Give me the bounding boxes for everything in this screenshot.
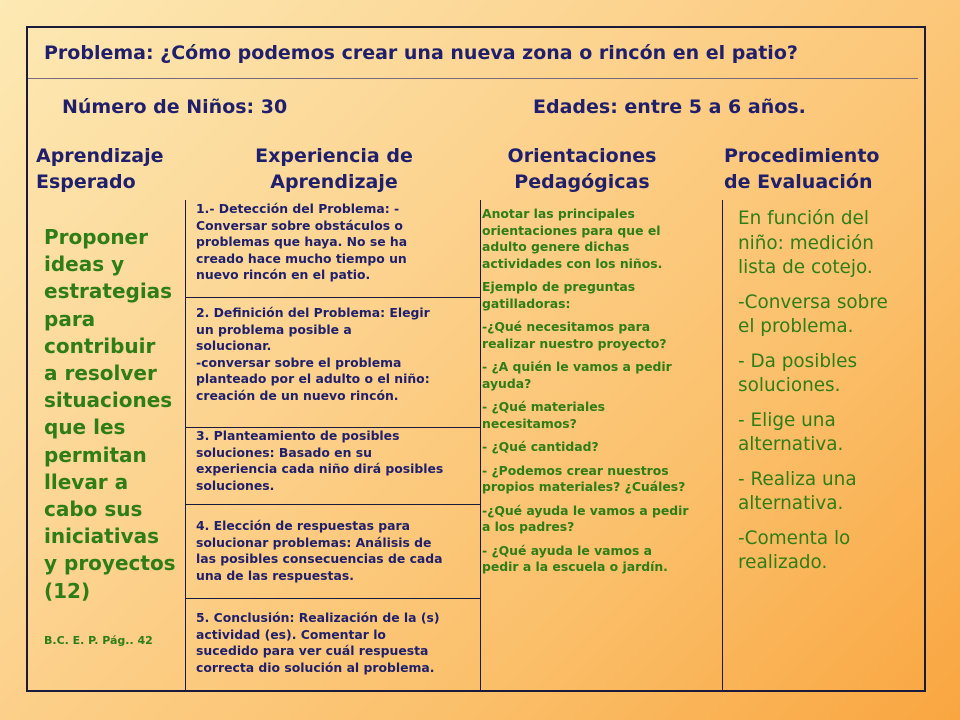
experience-step-2 [196,305,480,404]
learning-line: a resolver [44,361,157,386]
learning-line: y proyectos [44,551,176,576]
evaluation-line: alternativa. [738,434,844,455]
learning-line: situaciones [44,388,173,413]
row-divider [185,297,480,298]
guidance-line: Ejemplo de preguntas [482,279,636,294]
step-line: problemas que haya. No se ha [196,234,408,249]
experience-step-1 [196,201,480,284]
guidance-question [482,503,720,536]
guidance-line: ayuda? [482,375,532,391]
evaluation-procedure [738,207,923,586]
guidance-line: - ¿Qué ayuda le vamos a [482,542,653,558]
step-line: Conversar sobre obstáculos o [196,217,403,233]
evaluation-line: - Da posibles [738,350,858,372]
guidance-line: a los padres? [482,519,575,534]
evaluation-item [738,409,923,458]
evaluation-line: En función del [738,208,869,229]
learning-line: llevar a [44,469,129,494]
guidance-line: pedir a la escuela o jardín. [482,559,668,574]
column-header-experience [186,143,482,195]
evaluation-line: niño: medición [738,232,874,254]
pedagogical-guidance [482,206,720,583]
learning-line: Proponer [44,225,148,249]
header-line: Pedagógicas [514,171,650,193]
step-line: 2. Definición del Problema: Elegir [196,305,430,320]
learning-objective [44,224,184,605]
learning-line: iniciativas [44,524,160,549]
column-divider [722,200,723,692]
learning-line: que les [44,415,126,440]
header-line: Orientaciones [507,145,657,167]
guidance-question [482,463,720,496]
evaluation-line: - Realiza una [738,468,857,490]
row-divider [185,504,480,505]
experience-step-3 [196,428,480,494]
step-line: planteado por el adulto o el niño: [196,371,430,386]
guidance-question [482,543,720,576]
guidance-line: propios materiales? ¿Cuáles? [482,479,686,494]
guidance-question [482,439,720,456]
experience-step-4 [196,518,480,584]
header-divider [28,78,918,79]
step-line: 1.- Detección del Problema: - [196,201,400,216]
step-line: actividad (es). Comentar lo [196,626,386,642]
column-divider [185,200,186,692]
experience-step-5 [196,610,480,676]
step-line: las posibles consecuencias de cada [196,551,443,566]
step-line: solucionar. [196,338,272,353]
evaluation-line: alternativa. [738,493,844,514]
step-line: 4. Elección de respuestas para [196,518,410,533]
step-line: solucionar problemas: Análisis de [196,534,432,550]
column-header-evaluation [724,143,879,195]
children-count: Número de Niños: 30 [62,96,288,118]
evaluation-line: realizado. [738,552,828,573]
step-line: sucedido para ver cuál respuesta [196,643,429,658]
step-line: 3. Planteamiento de posibles [196,428,400,443]
learning-line: permitan [44,442,147,467]
evaluation-item [738,350,923,399]
step-line: nuevo rincón en el patio. [196,267,371,282]
guidance-line: actividades con los niños. [482,255,663,271]
step-line: soluciones: Basado en su [196,444,372,460]
evaluation-item [738,291,923,340]
evaluation-line: lista de cotejo. [738,257,873,278]
step-line: soluciones. [196,477,275,493]
header-line: de Evaluación [724,171,873,193]
evaluation-item [738,527,923,576]
guidance-question [482,399,720,432]
header-line: Aprendizaje [36,145,164,167]
step-line: creación de un nuevo rincón. [196,387,399,403]
evaluation-line: soluciones. [738,375,841,396]
learning-line: cabo sus [44,497,143,522]
guidance-line: orientaciones para que el [482,222,661,238]
learning-line: (12) [44,578,91,603]
learning-line: contribuir [44,333,156,358]
header-line: Aprendizaje [270,171,398,193]
guidance-line: realizar nuestro proyecto? [482,335,667,351]
guidance-question [482,359,720,392]
guidance-line: - ¿Podemos crear nuestros [482,462,669,478]
header-line: Procedimiento [724,145,880,167]
guidance-line: Anotar las principales [482,206,635,221]
guidance-line: - ¿Qué cantidad? [482,439,599,454]
guidance-line: - ¿Qué materiales [482,399,606,414]
step-line: 5. Conclusión: Realización de la (s) [196,610,440,625]
step-line: experiencia cada niño dirá posibles [196,461,444,476]
guidance-line: -¿Qué ayuda le vamos a pedir [482,502,689,518]
step-line: un problema posible a [196,321,352,337]
column-header-guidance [482,143,682,195]
column-header-learning [36,143,163,195]
evaluation-line: -Comenta lo [738,527,851,549]
step-line: creado hace mucho tiempo un [196,250,407,266]
evaluation-item [738,468,923,517]
learning-line: ideas y [44,252,125,277]
guidance-line: necesitamos? [482,415,577,431]
step-line: correcta dio solución al problema. [196,659,435,675]
ages-range: Edades: entre 5 a 6 años. [533,96,806,118]
guidance-line: - ¿A quién le vamos a pedir [482,359,672,374]
learning-line: estrategias [44,279,173,304]
evaluation-line: el problema. [738,316,854,337]
guidance-line: -¿Qué necesitamos para [482,319,651,334]
guidance-question [482,319,720,352]
learning-line: para [44,306,96,331]
evaluation-line: - Elige una [738,409,836,431]
evaluation-line: -Conversa sobre [738,291,888,313]
header-line: Esperado [36,171,136,193]
column-divider [480,200,481,692]
step-line: -conversar sobre el problema [196,354,402,370]
guidance-line: gatilladoras: [482,295,571,311]
row-divider [185,598,480,599]
step-line: una de las respuestas. [196,567,354,583]
evaluation-item [738,207,923,281]
reference-note: B.C. E. P. Pág.. 42 [44,634,153,647]
guidance-paragraph [482,206,720,272]
guidance-paragraph [482,279,720,312]
header-line: Experiencia de [255,145,413,167]
guidance-line: adulto genere dichas [482,239,630,254]
problem-title: Problema: ¿Cómo podemos crear una nueva zona o rincón en el patio? [44,42,798,64]
